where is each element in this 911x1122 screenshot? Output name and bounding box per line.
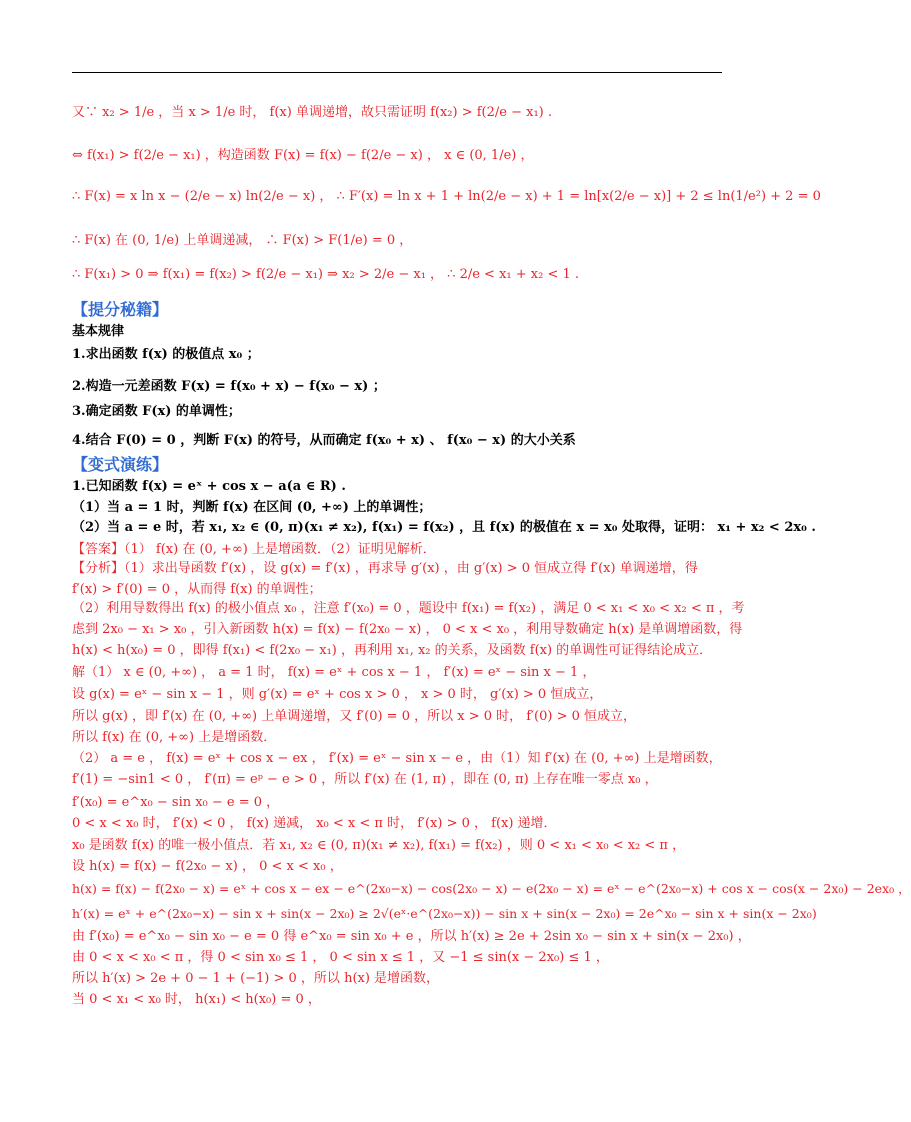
rule-step: 1.求出函数 f(x) 的极值点 x₀ ； <box>72 347 260 362</box>
rule-step: 4.结合 F(0) = 0 ，判断 F(x) 的符号，从而确定 f(x₀ + x) 、 f(x₀ − x) 的大小关系 <box>72 433 576 448</box>
analysis-line: f′(x) > f′(0) = 0 ，从而得 f(x) 的单调性； <box>72 582 322 597</box>
solution-line: （2） a = e ， f(x) = eˣ + cos x − ex ， f′(x) = eˣ − sin x − e ，由（1）知 f′(x) 在 (0, +∞) 上是增函数， <box>72 751 722 766</box>
solution-line: f′(x₀) = e^x₀ − sin x₀ − e = 0 ， <box>72 795 280 810</box>
text-line: ∴ F(x) 在 (0, 1/e) 上单调递减， ∴ F(x) > F(1/e) = 0 ， <box>72 233 413 248</box>
text-line: 又∵ x₂ > 1/e ，当 x > 1/e 时， f(x) 单调递增，故只需证明 f(x₂) > f(2/e − x₁) . <box>72 105 553 120</box>
analysis-line: h(x) < h(x₀) = 0 ，即得 f(x₁) < f(2x₀ − x₁) ，再利用 x₁, x₂ 的关系，及函数 f(x) 的单调性可证得结论成立． <box>72 643 713 658</box>
problem-part: （2）当 a = e 时，若 x₁, x₂ ∈ (0, π)(x₁ ≠ x₂), f(x₁) = f(x₂) ，且 f(x) 的极值在 x = x₀ 处取得，证明： x₁ + x₂ < 2x₀ . <box>72 520 816 535</box>
solution-line: 0 < x < x₀ 时， f′(x) < 0 ， f(x) 递减， x₀ < x < π 时， f′(x) > 0 ， f(x) 递增． <box>72 816 557 831</box>
header-rule <box>72 72 722 73</box>
text-line: ⇔ f(x₁) > f(2/e − x₁) ，构造函数 F(x) = f(x) − f(2/e − x) ， x ∈ (0, 1/e) ， <box>72 148 534 163</box>
solution-line: 所以 f(x) 在 (0, +∞) 上是增函数． <box>72 730 277 745</box>
analysis-line: （2）利用导数得出 f(x) 的极小值点 x₀ ，注意 f′(x₀) = 0 ，题设中 f(x₁) = f(x₂) ，满足 0 < x₁ < x₀ < x₂ < π ，考 <box>72 601 745 616</box>
subheading: 基本规律 <box>72 324 125 339</box>
analysis-line: 【分析】（1）求出导函数 f′(x) ，设 g(x) = f′(x) ，再求导 g′(x) ，由 g′(x) > 0 恒成立得 f′(x) 单调递增，得 <box>72 561 698 576</box>
solution-line: 当 0 < x₁ < x₀ 时， h(x₁) < h(x₀) = 0 ， <box>72 992 321 1007</box>
problem-part: （1）当 a = 1 时，判断 f(x) 在区间 (0, +∞) 上的单调性； <box>72 500 432 515</box>
rule-step: 2.构造一元差函数 F(x) = f(x₀ + x) − f(x₀ − x) ； <box>72 379 386 394</box>
solution-line: h′(x) = eˣ + e^(2x₀−x) − sin x + sin(x − 2x₀) ≥ 2√(eˣ·e^(2x₀−x)) − sin x + sin(x − 2x₀) = 2e^x₀ − sin x + sin(x − 2x₀) <box>72 906 817 921</box>
solution-line: x₀ 是函数 f(x) 的唯一极小值点．若 x₁, x₂ ∈ (0, π)(x₁ ≠ x₂), f(x₁) = f(x₂) ，则 0 < x₁ < x₀ < x₂ < π ， <box>72 838 686 853</box>
problem-statement: 1.已知函数 f(x) = eˣ + cos x − a(a ∈ R) . <box>72 479 346 494</box>
solution-line: h(x) = f(x) − f(2x₀ − x) = eˣ + cos x − ex − e^(2x₀−x) − cos(2x₀ − x) − e(2x₀ − x) = eˣ − e^(2x₀−x) + cos x − cos(x − 2x₀) − 2ex₀ ， <box>72 881 911 896</box>
analysis-line: 虑到 2x₀ − x₁ > x₀ ，引入新函数 h(x) = f(x) − f(2x₀ − x) ， 0 < x < x₀ ，利用导数确定 h(x) 是单调增函数，得 <box>72 622 743 637</box>
answer-line: 【答案】（1） f(x) 在 (0, +∞) 上是增函数．（2）证明见解析． <box>72 542 436 557</box>
solution-line: 设 g(x) = eˣ − sin x − 1 ，则 g′(x) = eˣ + cos x > 0 ， x > 0 时， g′(x) > 0 恒成立， <box>72 687 603 702</box>
text-line: ∴ F(x₁) > 0 ⇒ f(x₁) = f(x₂) > f(2/e − x₁) ⇒ x₂ > 2/e − x₁ ， ∴ 2/e < x₁ + x₂ < 1 . <box>72 267 580 282</box>
solution-line: 解（1） x ∈ (0, +∞) ， a = 1 时， f(x) = eˣ + cos x − 1 ， f′(x) = eˣ − sin x − 1 ， <box>72 665 596 680</box>
section-title-tips: 【提分秘籍】 <box>72 300 169 319</box>
solution-line: 设 h(x) = f(x) − f(2x₀ − x) ， 0 < x < x₀ ， <box>72 859 343 874</box>
solution-line: 所以 h′(x) > 2e + 0 − 1 + (−1) > 0 ，所以 h(x) 是增函数， <box>72 971 440 986</box>
text-line: ∴ F(x) = x ln x − (2/e − x) ln(2/e − x) ， ∴ F′(x) = ln x + 1 + ln(2/e − x) + 1 = ln[x(2/e − x)] + 2 ≤ ln(1/e²) + 2 = 0 <box>72 189 821 204</box>
section-title-practice: 【变式演练】 <box>72 455 169 474</box>
solution-line: 所以 g(x) ，即 f′(x) 在 (0, +∞) 上单调递增，又 f′(0) = 0 ，所以 x > 0 时， f′(0) > 0 恒成立， <box>72 709 636 724</box>
solution-line: 由 0 < x < x₀ < π ，得 0 < sin x₀ ≤ 1 ， 0 < sin x ≤ 1 ，又 −1 ≤ sin(x − 2x₀) ≤ 1 ， <box>72 950 609 965</box>
solution-line: f′(1) = −sin1 < 0 ， f′(π) = eᵖ − e > 0 ，所以 f′(x) 在 (1, π) ，即在 (0, π) 上存在唯一零点 x₀ ， <box>72 772 658 787</box>
rule-step: 3.确定函数 F(x) 的单调性； <box>72 404 241 419</box>
solution-line: 由 f′(x₀) = e^x₀ − sin x₀ − e = 0 得 e^x₀ = sin x₀ + e ，所以 h′(x) ≥ 2e + 2sin x₀ − sin x + sin(x − 2x₀) ， <box>72 929 751 944</box>
